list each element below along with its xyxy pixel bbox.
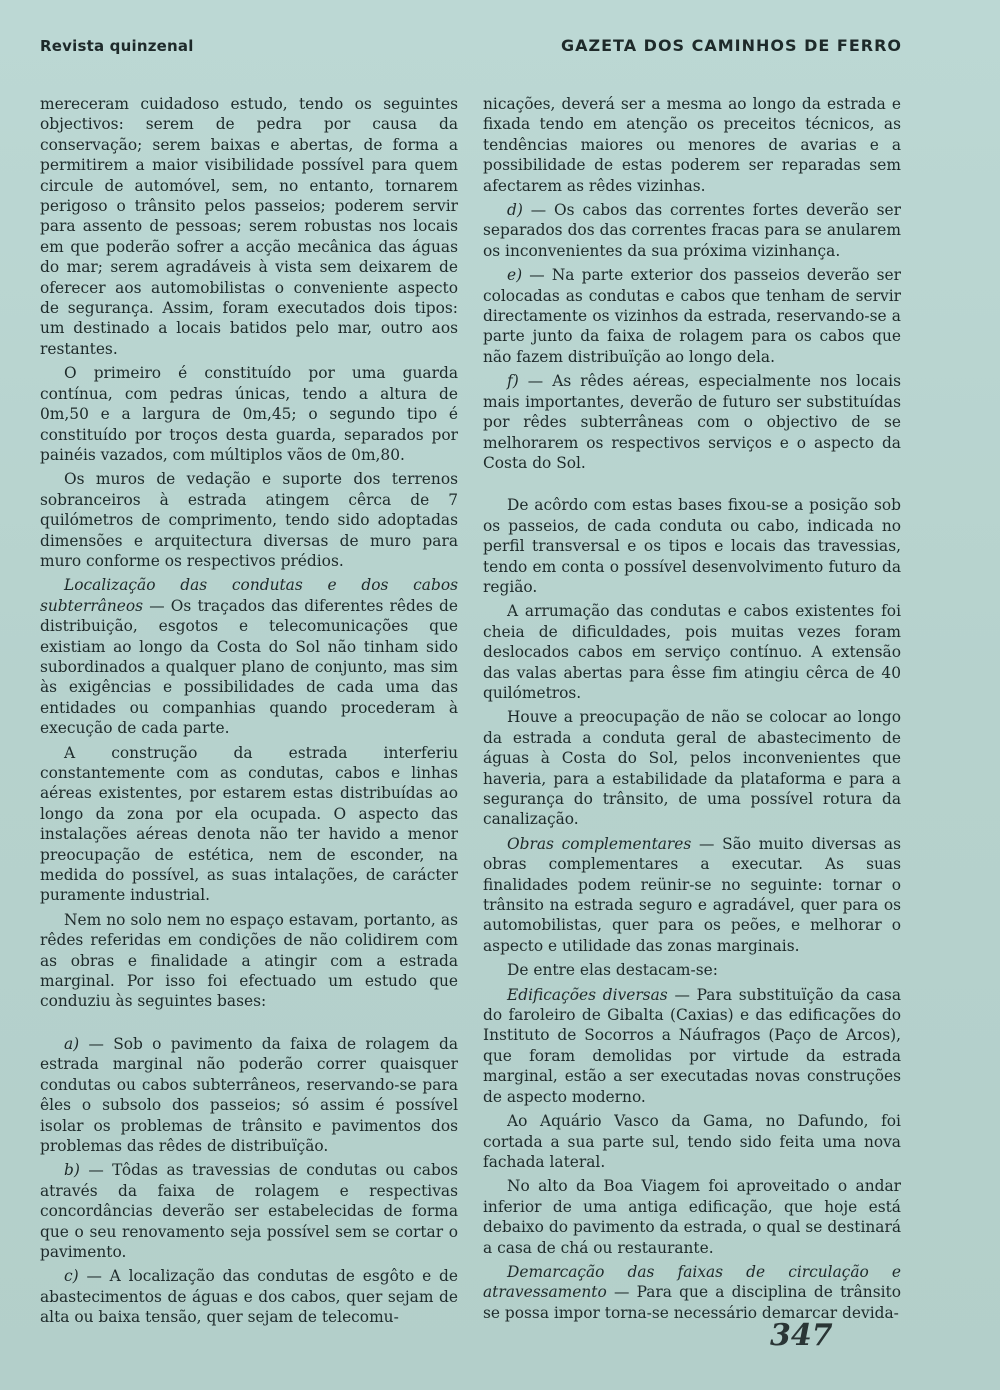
paragraph bbox=[40, 575, 458, 738]
paragraph: A construção da estrada interferiu constantemente com as condutas, cabos e linhas aéreas existentes, por estarem estas distribuídas ao longo da zona por ela ocupada. O aspecto das instalações aéreas denota não ter havido a menor preocupação de estética, nem de esconder, na medida do possível, as suas intalações, de carácter puramente industrial. bbox=[40, 743, 458, 905]
list-label: f) bbox=[507, 372, 519, 391]
list-label: e) bbox=[507, 266, 523, 285]
list-text: — Na parte exterior dos passeios deverão ser colocadas as condutas e cabos que tenham de servir directamente os vizinhos da estrada, reservando-se a parte junto da faixa de rolagem para os cabos que não fazem distribuïção ao longo dela. bbox=[483, 266, 901, 366]
header-right: GAZETA DOS CAMINHOS DE FERRO bbox=[560, 36, 902, 55]
list-item bbox=[483, 200, 901, 261]
paragraph: Houve a preocupação de não se colocar ao longo da estrada a conduta geral de abastecimento de águas à Costa do Sol, pelos inconvenientes que haveria, para a estabilidade da plataforma e para a segurança do trânsito, de uma possível rotura da canalização. bbox=[483, 708, 901, 829]
list-item bbox=[483, 265, 901, 367]
list-label: d) bbox=[507, 201, 523, 220]
list-text: — A localização das condutas de esgôto e de abastecimentos de águas e dos cabos, quer sejam de alta ou baixa tensão, quer sejam de telecomu- bbox=[40, 1267, 458, 1327]
paragraph: No alto da Boa Viagem foi aproveitado o andar inferior de uma antiga edificação, que hoje está debaixo do pavimento da estrada, o qual se destinará a casa de chá ou restaurante. bbox=[483, 1177, 901, 1257]
section-title: Edificações diversas bbox=[507, 985, 668, 1004]
paragraph-text: — Para substituïção da casa do faroleiro de Gibalta (Caxias) e das edificações do Instituto de Socorros a Náufragos (Paço de Arcos), que foram demolidas por virtude da estrada marginal, estão a ser executadas novas construções de aspecto moderno. bbox=[483, 985, 901, 1106]
header-left: Revista quinzenal bbox=[40, 37, 194, 55]
list-item bbox=[40, 1034, 458, 1156]
paragraph: De entre elas destacam-se: bbox=[507, 961, 718, 980]
list-text: — Tôdas as travessias de condutas ou cabos através da faixa de rolagem e respectivas concordâncias deverão ser estabelecidas de forma que o seu renovamento seja possível sem se cortar o pavimento. bbox=[40, 1161, 458, 1261]
list-item bbox=[483, 371, 901, 473]
page-number: 347 bbox=[770, 1318, 833, 1353]
list-item bbox=[40, 1266, 458, 1327]
paragraph-text: — São muito diversas as obras complementares a executar. As suas finalidades podem reünir-se no seguinte: tornar o trânsito na estrada seguro e agradável, quer para os automobilistas, quer para os peões, e melhorar o aspecto e utilidade das zonas marginais. bbox=[483, 834, 901, 955]
list-text: — As rêdes aéreas, especialmente nos locais mais importantes, deverão de futuro ser substituídas por rêdes subterrâneas com o objectivo de se melhorarem os respectivos serviços e o aspecto da Costa do Sol. bbox=[483, 372, 901, 472]
paragraph bbox=[483, 985, 901, 1107]
left-column bbox=[40, 94, 458, 1332]
section-title: Localização das condutas e dos cabos subterrâneos bbox=[40, 576, 458, 615]
list-item bbox=[40, 1160, 458, 1262]
list-label: b) bbox=[64, 1161, 80, 1180]
section-title: Demarcação das faixas de circulação e atravessamento bbox=[483, 1262, 901, 1302]
paragraph: nicações, deverá ser a mesma ao longo da estrada e fixada tendo em atenção os preceitos técnicos, as tendências maiores ou menores de avarias e a possibilidade de estas poderem ser reparadas sem afectarem as rêdes vizinhas. bbox=[483, 95, 901, 195]
paragraph: Ao Aquário Vasco da Gama, no Dafundo, foi cortada a sua parte sul, tendo sido feita uma nova fachada lateral. bbox=[483, 1112, 901, 1171]
right-column bbox=[483, 94, 901, 1327]
list-label: a) bbox=[64, 1034, 80, 1053]
list-text: — Os cabos das correntes fortes deverão ser separados dos das correntes fracas para se anularem os inconvenientes da sua próxima vizinhança. bbox=[483, 201, 901, 260]
paragraph bbox=[483, 1262, 901, 1323]
list-label: c) bbox=[64, 1267, 79, 1286]
paragraph: De acôrdo com estas bases fixou-se a posição sob os passeios, de cada conduta ou cabo, indicada no perfil transversal e os tipos e locais das travessias, tendo em conta o possível desenvolvimento futuro da região. bbox=[483, 496, 901, 596]
paragraph: O primeiro é constituído por uma guarda contínua, com pedras únicas, tendo a altura de 0m,50 e a largura de 0m,45; o segundo tipo é constituído por troços desta guarda, separados por painéis vazados, com múltiplos vãos de 0m,80. bbox=[40, 364, 458, 464]
list-text: — Sob o pavimento da faixa de rolagem da estrada marginal não poderão correr quaisquer condutas ou cabos subterrâneos, reservando-se para êles o subsolo dos passeios; só assim é possível isolar os problemas de trânsito e pavimentos dos problemas das rêdes de distribuïção. bbox=[40, 1034, 458, 1155]
paragraph: Nem no solo nem no espaço estavam, portanto, as rêdes referidas em condições de não colidirem com as obras e finalidade a atingir com a estrada marginal. Por isso foi efectuado um estudo que conduziu às seguintes bases: bbox=[40, 910, 458, 1011]
paragraph-text: — Os traçados das diferentes rêdes de distribuição, esgotos e telecomunicações que existiam ao longo da Costa do Sol não tinham sido subordinados a qualquer plano de conjunto, mas sim às exigências e possibilidades de cada uma das entidades ou companhias quando procederam à execução de cada parte. bbox=[40, 596, 458, 738]
paragraph: mereceram cuidadoso estudo, tendo os seguintes objectivos: serem de pedra por causa da conservação; serem baixas e abertas, de forma a permitirem a maior visibilidade possível para quem circule de automóvel, sem, no entanto, tornarem perigoso o trânsito pelos passeios; poderem servir para assento de pessoas; serem robustas nos locais em que poderão sofrer a acção mecânica das águas do mar; serem agradáveis à vista sem deixarem de oferecer aos automobilistas o conveniente aspecto de segurança. Assim, foram executados dois tipos: um destinado a locais batidos pelo mar, outro aos restantes. bbox=[40, 95, 458, 358]
paragraph-text: — Para que a disciplina de trânsito se possa impor torna-se necessário demarcar devida- bbox=[483, 1283, 901, 1322]
paragraph: A arrumação das condutas e cabos existentes foi cheia de dificuldades, pois muitas vezes foram deslocados cabos em serviço contínuo. A extensão das valas abertas para êsse fim atingiu cêrca de 40 quilómetros. bbox=[483, 602, 901, 702]
running-header bbox=[40, 36, 902, 55]
paragraph: Os muros de vedação e suporte dos terrenos sobranceiros à estrada atingem cêrca de 7 quilómetros de comprimento, tendo sido adoptadas dimensões e arquitectura diversas de muro para muro conforme os respectivos prédios. bbox=[40, 470, 458, 570]
paragraph bbox=[483, 834, 901, 956]
section-title: Obras complementares bbox=[507, 834, 692, 853]
